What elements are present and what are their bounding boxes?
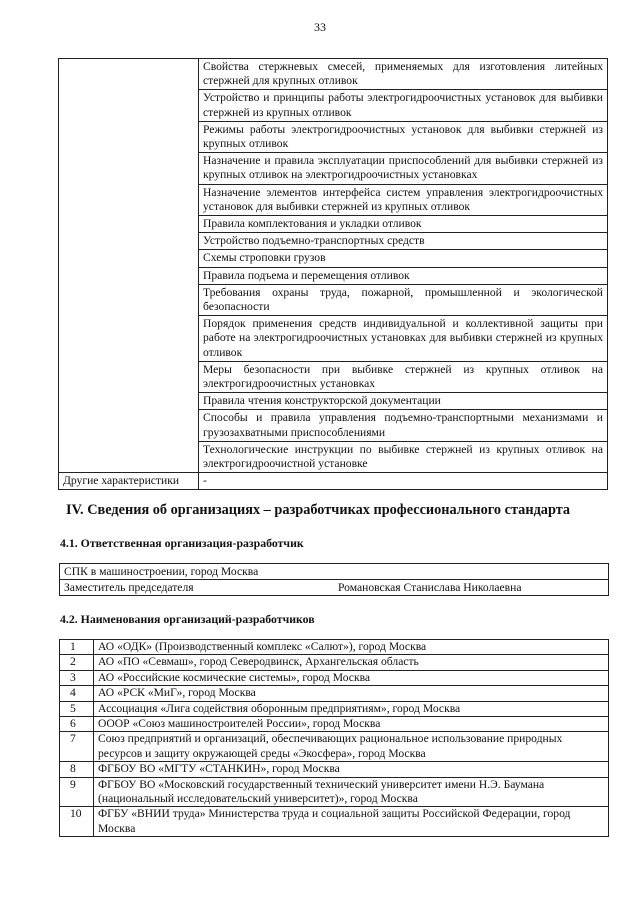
characteristic-item: Правила подъема и перемещения отливок (199, 267, 608, 284)
characteristic-label-cell (59, 361, 199, 392)
characteristic-label-cell (59, 153, 199, 184)
characteristic-row (59, 441, 608, 472)
characteristic-row (59, 361, 608, 392)
other-characteristics-row (59, 473, 608, 490)
characteristic-row (59, 90, 608, 121)
characteristic-label-cell (59, 59, 199, 90)
characteristic-item: Правила чтения конструкторской документации (199, 393, 608, 410)
developer-row (60, 686, 609, 701)
characteristic-item: Режимы работы электрогидроочистных установок для выбивки стержней из крупных отливок (199, 121, 608, 152)
characteristic-row (59, 410, 608, 441)
developer-number: 8 (60, 762, 94, 777)
developer-row (60, 717, 609, 732)
characteristic-item: Назначение и правила эксплуатации приспособлений для выбивки стержней из крупных отливок на электрогидроочистных установках (199, 153, 608, 184)
characteristic-item: Технологические инструкции по выбивке стержней из крупных отливок на электрогидроочистной установке (199, 441, 608, 472)
characteristic-item: Способы и правила управления подъемно-транспортными механизмами и грузозахватными приспособлениями (199, 410, 608, 441)
developer-name: АО «ОДК» (Производственный комплекс «Салют»), город Москва (94, 640, 609, 655)
characteristic-label-cell (59, 90, 199, 121)
org-name: СПК в машиностроении, город Москва (60, 564, 609, 580)
characteristic-item: Устройство подъемно-транспортных средств (199, 233, 608, 250)
characteristic-item: Назначение элементов интерфейса систем управления электрогидроочистных установок для выбивки стержней из крупных отливок (199, 184, 608, 215)
developer-name: АО «ПО «Севмаш», город Северодвинск, Архангельская область (94, 655, 609, 670)
characteristic-label-cell (59, 184, 199, 215)
characteristic-label-cell (59, 393, 199, 410)
characteristic-item: Свойства стержневых смесей, применяемых для изготовления литейных стержней для крупных отливок (199, 59, 608, 90)
developer-name: ФГБУ «ВНИИ труда» Министерства труда и социальной защиты Российской Федерации, город Москва (94, 807, 609, 837)
developer-row (60, 655, 609, 670)
page-number: 33 (314, 20, 326, 34)
characteristic-row (59, 153, 608, 184)
developer-row (60, 762, 609, 777)
developer-name: АО «Российские космические системы», город Москва (94, 670, 609, 685)
developer-number: 3 (60, 670, 94, 685)
characteristic-item: Устройство и принципы работы электрогидроочистных установок для выбивки стержней из крупных отливок (199, 90, 608, 121)
developer-number: 4 (60, 686, 94, 701)
developers-table (59, 639, 609, 837)
characteristic-row (59, 250, 608, 267)
characteristic-label-cell (59, 441, 199, 472)
characteristic-row (59, 216, 608, 233)
developer-row (60, 732, 609, 762)
characteristic-row (59, 267, 608, 284)
developer-row (60, 701, 609, 716)
characteristic-item: Схемы строповки грузов (199, 250, 608, 267)
characteristic-label-cell (59, 410, 199, 441)
characteristic-row (59, 121, 608, 152)
characteristic-label-cell (59, 316, 199, 362)
representative-position: Заместитель председателя (60, 580, 335, 596)
developer-name: ФГБОУ ВО «МГТУ «СТАНКИН», город Москва (94, 762, 609, 777)
characteristic-item: Меры безопасности при выбивке стержней из крупных отливок на электрогидроочистных установках (199, 361, 608, 392)
developer-name: Союз предприятий и организаций, обеспечивающих рациональное использование природных ресурсов и защиту окружающей среды «Экосфера», город Москва (94, 732, 609, 762)
characteristic-label-cell (59, 267, 199, 284)
developer-row (60, 670, 609, 685)
characteristic-row (59, 233, 608, 250)
developer-row (60, 640, 609, 655)
developer-number: 6 (60, 717, 94, 732)
org-row (60, 564, 609, 580)
characteristic-row (59, 316, 608, 362)
characteristic-item: Требования охраны труда, пожарной, промышленной и экологической безопасности (199, 284, 608, 315)
section-heading: IV. Сведения об организациях – разработчиках профессионального стандарта (66, 502, 571, 518)
characteristic-item: Порядок применения средств индивидуальной и коллективной защиты при работе на электрогидроочистных установках для выбивки стержней из крупных отливок (199, 316, 608, 362)
developer-name: ООOР «Союз машиностроителей России», город Москва (94, 717, 609, 732)
developer-name: ФГБОУ ВО «Московский государственный технический университет имени Н.Э. Баумана (национальный исследовательский университет)», город Москва (94, 777, 609, 807)
developer-number: 1 (60, 640, 94, 655)
developer-name: Ассоциация «Лига содействия оборонным предприятиям», город Москва (94, 701, 609, 716)
developers-heading: 4.2. Наименования организаций-разработчиков (60, 612, 315, 626)
developer-row (60, 777, 609, 807)
characteristic-label-cell (59, 121, 199, 152)
developer-number: 5 (60, 701, 94, 716)
characteristic-row (59, 284, 608, 315)
other-characteristics-value: - (199, 473, 608, 490)
developer-name: АО «РСК «МиГ», город Москва (94, 686, 609, 701)
developer-number: 2 (60, 655, 94, 670)
characteristic-label-cell (59, 250, 199, 267)
other-characteristics-label: Другие характеристики (59, 473, 199, 490)
developer-number: 9 (60, 777, 94, 807)
characteristic-row (59, 184, 608, 215)
characteristic-label-cell (59, 233, 199, 250)
representative-row (60, 580, 609, 596)
characteristic-row (59, 59, 608, 90)
developer-row (60, 807, 609, 837)
characteristic-item: Правила комплектования и укладки отливок (199, 216, 608, 233)
responsible-org-heading: 4.1. Ответственная организация-разработчик (60, 536, 304, 550)
characteristic-label-cell (59, 216, 199, 233)
representative-name: Романовская Станислава Николаевна (334, 580, 609, 596)
characteristic-label-cell (59, 284, 199, 315)
characteristics-table (58, 58, 608, 490)
developer-number: 10 (60, 807, 94, 837)
developer-number: 7 (60, 732, 94, 762)
responsible-org-table (59, 563, 609, 596)
characteristic-row (59, 393, 608, 410)
